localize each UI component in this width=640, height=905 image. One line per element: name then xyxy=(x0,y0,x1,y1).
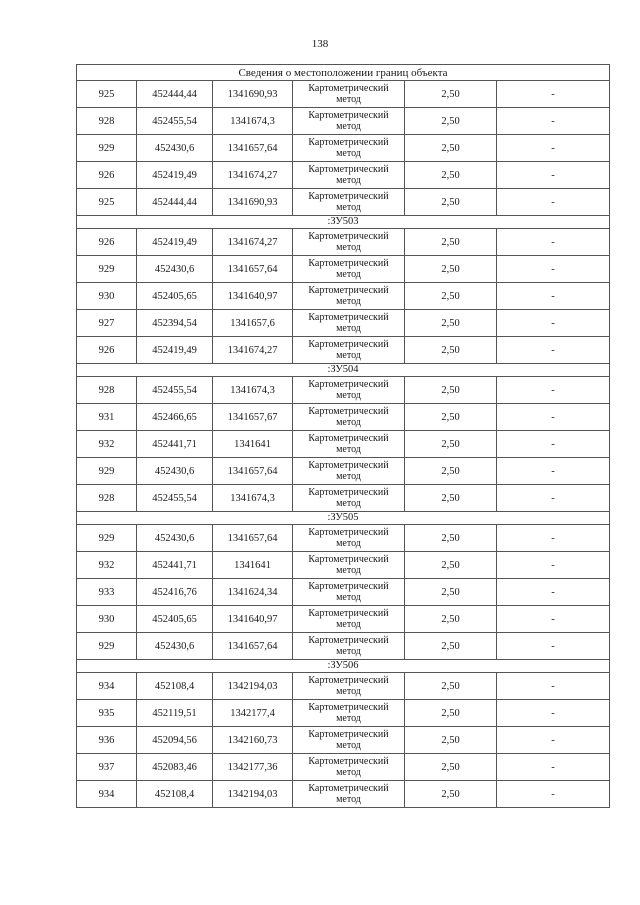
method-line-2: метод xyxy=(336,242,361,253)
x-coordinate-cell: 452094,56 xyxy=(137,727,213,754)
method-line-2: метод xyxy=(336,417,361,428)
precision-cell: 2,50 xyxy=(405,485,497,512)
y-coordinate-cell: 1341674,3 xyxy=(213,377,293,404)
section-header-row xyxy=(77,364,610,377)
precision-cell: 2,50 xyxy=(405,189,497,216)
x-coordinate-cell: 452444,44 xyxy=(137,81,213,108)
precision-cell: 2,50 xyxy=(405,162,497,189)
method-line-2: метод xyxy=(336,444,361,455)
y-coordinate-cell: 1341674,27 xyxy=(213,229,293,256)
table-row xyxy=(77,377,610,404)
y-coordinate-cell: 1342177,4 xyxy=(213,700,293,727)
y-coordinate-cell: 1341690,93 xyxy=(213,81,293,108)
method-line-2: метод xyxy=(336,646,361,657)
precision-cell: 2,50 xyxy=(405,633,497,660)
method-cell xyxy=(293,337,405,364)
note-cell: - xyxy=(497,404,610,431)
x-coordinate-cell: 452405,65 xyxy=(137,606,213,633)
x-coordinate-cell: 452430,6 xyxy=(137,256,213,283)
precision-cell: 2,50 xyxy=(405,229,497,256)
point-number-cell: 926 xyxy=(77,229,137,256)
y-coordinate-cell: 1341657,64 xyxy=(213,458,293,485)
point-number-cell: 928 xyxy=(77,108,137,135)
note-cell: - xyxy=(497,485,610,512)
method-line-1: Картометрический xyxy=(308,635,389,646)
note-cell: - xyxy=(497,673,610,700)
x-coordinate-cell: 452441,71 xyxy=(137,431,213,458)
method-line-1: Картометрический xyxy=(308,675,389,686)
x-coordinate-cell: 452405,65 xyxy=(137,283,213,310)
point-number-cell: 932 xyxy=(77,552,137,579)
note-cell: - xyxy=(497,310,610,337)
method-line-2: метод xyxy=(336,121,361,132)
point-number-cell: 929 xyxy=(77,458,137,485)
precision-cell: 2,50 xyxy=(405,458,497,485)
note-cell: - xyxy=(497,633,610,660)
method-cell xyxy=(293,633,405,660)
method-cell xyxy=(293,283,405,310)
method-line-1: Картометрический xyxy=(308,191,389,202)
note-cell: - xyxy=(497,162,610,189)
x-coordinate-cell: 452466,65 xyxy=(137,404,213,431)
y-coordinate-cell: 1342194,03 xyxy=(213,781,293,808)
point-number-cell: 931 xyxy=(77,404,137,431)
method-line-2: метод xyxy=(336,202,361,213)
x-coordinate-cell: 452455,54 xyxy=(137,485,213,512)
method-line-2: метод xyxy=(336,619,361,630)
method-line-1: Картометрический xyxy=(308,285,389,296)
x-coordinate-cell: 452430,6 xyxy=(137,633,213,660)
precision-cell: 2,50 xyxy=(405,579,497,606)
x-coordinate-cell: 452419,49 xyxy=(137,229,213,256)
method-cell xyxy=(293,673,405,700)
method-line-1: Картометрический xyxy=(308,608,389,619)
y-coordinate-cell: 1341641 xyxy=(213,552,293,579)
table-row xyxy=(77,579,610,606)
method-line-2: метод xyxy=(336,390,361,401)
method-line-2: метод xyxy=(336,538,361,549)
method-cell xyxy=(293,727,405,754)
table-row xyxy=(77,81,610,108)
method-line-1: Картометрический xyxy=(308,554,389,565)
point-number-cell: 928 xyxy=(77,377,137,404)
precision-cell: 2,50 xyxy=(405,108,497,135)
section-label: :ЗУ503 xyxy=(77,216,610,229)
point-number-cell: 932 xyxy=(77,431,137,458)
method-line-1: Картометрический xyxy=(308,487,389,498)
method-cell xyxy=(293,135,405,162)
note-cell: - xyxy=(497,781,610,808)
point-number-cell: 935 xyxy=(77,700,137,727)
point-number-cell: 927 xyxy=(77,310,137,337)
note-cell: - xyxy=(497,229,610,256)
method-cell xyxy=(293,606,405,633)
method-line-2: метод xyxy=(336,686,361,697)
method-line-2: метод xyxy=(336,740,361,751)
point-number-cell: 937 xyxy=(77,754,137,781)
method-line-2: метод xyxy=(336,350,361,361)
method-line-1: Картометрический xyxy=(308,433,389,444)
point-number-cell: 926 xyxy=(77,337,137,364)
x-coordinate-cell: 452430,6 xyxy=(137,135,213,162)
method-line-1: Картометрический xyxy=(308,527,389,538)
note-cell: - xyxy=(497,700,610,727)
point-number-cell: 928 xyxy=(77,485,137,512)
y-coordinate-cell: 1341674,27 xyxy=(213,162,293,189)
method-line-1: Картометрический xyxy=(308,783,389,794)
point-number-cell: 925 xyxy=(77,189,137,216)
method-line-1: Картометрический xyxy=(308,164,389,175)
y-coordinate-cell: 1341640,97 xyxy=(213,283,293,310)
table-row xyxy=(77,189,610,216)
method-cell xyxy=(293,256,405,283)
point-number-cell: 934 xyxy=(77,673,137,700)
table-row xyxy=(77,337,610,364)
table-row xyxy=(77,673,610,700)
method-line-2: метод xyxy=(336,794,361,805)
y-coordinate-cell: 1341657,6 xyxy=(213,310,293,337)
method-cell xyxy=(293,431,405,458)
section-header-row xyxy=(77,216,610,229)
table-row xyxy=(77,485,610,512)
x-coordinate-cell: 452416,76 xyxy=(137,579,213,606)
section-header-row xyxy=(77,512,610,525)
note-cell: - xyxy=(497,337,610,364)
y-coordinate-cell: 1342160,73 xyxy=(213,727,293,754)
precision-cell: 2,50 xyxy=(405,377,497,404)
y-coordinate-cell: 1341657,64 xyxy=(213,135,293,162)
method-cell xyxy=(293,189,405,216)
y-coordinate-cell: 1341657,64 xyxy=(213,525,293,552)
table-row xyxy=(77,633,610,660)
method-cell xyxy=(293,377,405,404)
method-line-1: Картометрический xyxy=(308,729,389,740)
note-cell: - xyxy=(497,189,610,216)
method-cell xyxy=(293,579,405,606)
method-line-1: Картометрический xyxy=(308,406,389,417)
table-row xyxy=(77,229,610,256)
method-line-1: Картометрический xyxy=(308,460,389,471)
precision-cell: 2,50 xyxy=(405,754,497,781)
precision-cell: 2,50 xyxy=(405,283,497,310)
precision-cell: 2,50 xyxy=(405,727,497,754)
y-coordinate-cell: 1341657,64 xyxy=(213,633,293,660)
method-line-2: метод xyxy=(336,767,361,778)
table-title: Сведения о местоположении границ объекта xyxy=(77,65,610,81)
y-coordinate-cell: 1341657,67 xyxy=(213,404,293,431)
method-line-1: Картометрический xyxy=(308,110,389,121)
method-cell xyxy=(293,81,405,108)
note-cell: - xyxy=(497,108,610,135)
table-row xyxy=(77,525,610,552)
note-cell: - xyxy=(497,283,610,310)
note-cell: - xyxy=(497,431,610,458)
boundary-coordinates-table xyxy=(76,64,610,808)
note-cell: - xyxy=(497,579,610,606)
y-coordinate-cell: 1341641 xyxy=(213,431,293,458)
table-row xyxy=(77,700,610,727)
table-row xyxy=(77,162,610,189)
precision-cell: 2,50 xyxy=(405,404,497,431)
method-cell xyxy=(293,700,405,727)
table-row xyxy=(77,283,610,310)
note-cell: - xyxy=(497,458,610,485)
point-number-cell: 934 xyxy=(77,781,137,808)
y-coordinate-cell: 1342194,03 xyxy=(213,673,293,700)
note-cell: - xyxy=(497,377,610,404)
method-line-2: метод xyxy=(336,498,361,509)
method-line-2: метод xyxy=(336,148,361,159)
point-number-cell: 929 xyxy=(77,135,137,162)
precision-cell: 2,50 xyxy=(405,781,497,808)
precision-cell: 2,50 xyxy=(405,525,497,552)
precision-cell: 2,50 xyxy=(405,135,497,162)
y-coordinate-cell: 1341690,93 xyxy=(213,189,293,216)
table-row xyxy=(77,458,610,485)
precision-cell: 2,50 xyxy=(405,606,497,633)
method-cell xyxy=(293,458,405,485)
note-cell: - xyxy=(497,256,610,283)
table-row xyxy=(77,108,610,135)
note-cell: - xyxy=(497,606,610,633)
note-cell: - xyxy=(497,727,610,754)
point-number-cell: 933 xyxy=(77,579,137,606)
x-coordinate-cell: 452108,4 xyxy=(137,673,213,700)
table-title-row xyxy=(77,65,610,81)
y-coordinate-cell: 1341624,34 xyxy=(213,579,293,606)
method-line-2: метод xyxy=(336,471,361,482)
method-line-2: метод xyxy=(336,175,361,186)
y-coordinate-cell: 1342177,36 xyxy=(213,754,293,781)
y-coordinate-cell: 1341657,64 xyxy=(213,256,293,283)
method-line-1: Картометрический xyxy=(308,312,389,323)
table-row xyxy=(77,256,610,283)
precision-cell: 2,50 xyxy=(405,337,497,364)
x-coordinate-cell: 452444,44 xyxy=(137,189,213,216)
section-label: :ЗУ505 xyxy=(77,512,610,525)
method-line-2: метод xyxy=(336,269,361,280)
method-line-1: Картометрический xyxy=(308,702,389,713)
point-number-cell: 936 xyxy=(77,727,137,754)
x-coordinate-cell: 452394,54 xyxy=(137,310,213,337)
method-line-2: метод xyxy=(336,713,361,724)
precision-cell: 2,50 xyxy=(405,673,497,700)
precision-cell: 2,50 xyxy=(405,700,497,727)
x-coordinate-cell: 452419,49 xyxy=(137,337,213,364)
table-row xyxy=(77,754,610,781)
method-cell xyxy=(293,781,405,808)
table-row xyxy=(77,781,610,808)
section-header-row xyxy=(77,660,610,673)
table-row xyxy=(77,552,610,579)
method-line-1: Картометрический xyxy=(308,258,389,269)
method-cell xyxy=(293,162,405,189)
x-coordinate-cell: 452455,54 xyxy=(137,108,213,135)
method-cell xyxy=(293,754,405,781)
method-cell xyxy=(293,525,405,552)
method-line-1: Картометрический xyxy=(308,83,389,94)
table-row xyxy=(77,404,610,431)
method-cell xyxy=(293,404,405,431)
x-coordinate-cell: 452455,54 xyxy=(137,377,213,404)
method-cell xyxy=(293,310,405,337)
y-coordinate-cell: 1341674,3 xyxy=(213,485,293,512)
table-row xyxy=(77,310,610,337)
method-cell xyxy=(293,552,405,579)
point-number-cell: 929 xyxy=(77,525,137,552)
method-line-2: метод xyxy=(336,296,361,307)
precision-cell: 2,50 xyxy=(405,310,497,337)
method-line-1: Картометрический xyxy=(308,379,389,390)
note-cell: - xyxy=(497,525,610,552)
x-coordinate-cell: 452108,4 xyxy=(137,781,213,808)
section-label: :ЗУ506 xyxy=(77,660,610,673)
table-row xyxy=(77,135,610,162)
point-number-cell: 925 xyxy=(77,81,137,108)
x-coordinate-cell: 452430,6 xyxy=(137,525,213,552)
method-line-1: Картометрический xyxy=(308,137,389,148)
x-coordinate-cell: 452441,71 xyxy=(137,552,213,579)
method-line-1: Картометрический xyxy=(308,231,389,242)
method-line-1: Картометрический xyxy=(308,339,389,350)
note-cell: - xyxy=(497,552,610,579)
y-coordinate-cell: 1341640,97 xyxy=(213,606,293,633)
y-coordinate-cell: 1341674,27 xyxy=(213,337,293,364)
x-coordinate-cell: 452419,49 xyxy=(137,162,213,189)
precision-cell: 2,50 xyxy=(405,552,497,579)
x-coordinate-cell: 452083,46 xyxy=(137,754,213,781)
note-cell: - xyxy=(497,81,610,108)
point-number-cell: 930 xyxy=(77,606,137,633)
method-line-2: метод xyxy=(336,592,361,603)
table-row xyxy=(77,431,610,458)
x-coordinate-cell: 452119,51 xyxy=(137,700,213,727)
note-cell: - xyxy=(497,135,610,162)
point-number-cell: 929 xyxy=(77,633,137,660)
method-cell xyxy=(293,485,405,512)
point-number-cell: 930 xyxy=(77,283,137,310)
x-coordinate-cell: 452430,6 xyxy=(137,458,213,485)
note-cell: - xyxy=(497,754,610,781)
method-cell xyxy=(293,108,405,135)
point-number-cell: 929 xyxy=(77,256,137,283)
y-coordinate-cell: 1341674,3 xyxy=(213,108,293,135)
precision-cell: 2,50 xyxy=(405,431,497,458)
table-row xyxy=(77,727,610,754)
point-number-cell: 926 xyxy=(77,162,137,189)
page-number: 138 xyxy=(311,38,329,50)
precision-cell: 2,50 xyxy=(405,256,497,283)
method-line-1: Картометрический xyxy=(308,756,389,767)
section-label: :ЗУ504 xyxy=(77,364,610,377)
method-cell xyxy=(293,229,405,256)
method-line-2: метод xyxy=(336,94,361,105)
method-line-1: Картометрический xyxy=(308,581,389,592)
method-line-2: метод xyxy=(336,565,361,576)
precision-cell: 2,50 xyxy=(405,81,497,108)
method-line-2: метод xyxy=(336,323,361,334)
table-row xyxy=(77,606,610,633)
